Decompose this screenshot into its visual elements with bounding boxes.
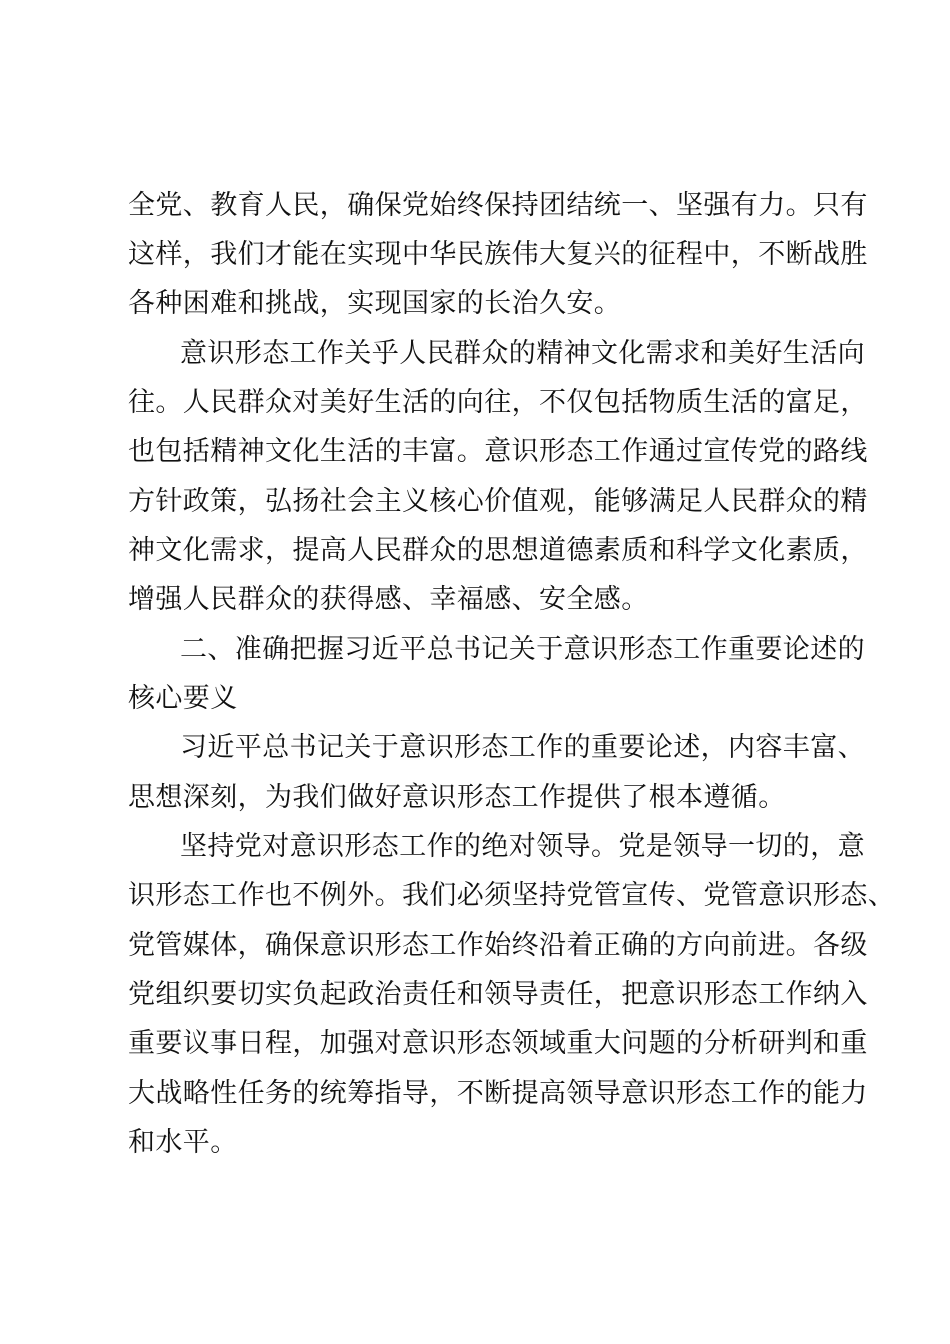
text-line: 党管媒体，确保意识形态工作始终沿着正确的方向前进。各级	[128, 930, 868, 961]
text-line: 这样，我们才能在实现中华民族伟大复兴的征程中，不断战胜	[128, 239, 868, 270]
text-line: 党组织要切实负起政治责任和领导责任，把意识形态工作纳入	[128, 979, 868, 1010]
paragraph-start-line: 意识形态工作关乎人民群众的精神文化需求和美好生活向	[180, 338, 865, 369]
text-line: 各种困难和挑战，实现国家的长治久安。	[128, 288, 622, 319]
text-line: 识形态工作也不例外。我们必须坚持党管宣传、党管意识形态、	[128, 880, 896, 911]
text-line: 神文化需求，提高人民群众的思想道德素质和科学文化素质，	[128, 535, 868, 566]
text-line: 方针政策，弘扬社会主义核心价值观，能够满足人民群众的精	[128, 486, 868, 517]
section-heading-line: 二、准确把握习近平总书记关于意识形态工作重要论述的	[180, 634, 865, 665]
text-line: 思想深刻，为我们做好意识形态工作提供了根本遵循。	[128, 782, 786, 813]
paragraph-start-line: 习近平总书记关于意识形态工作的重要论述，内容丰富、	[180, 732, 865, 763]
section-heading-line: 核心要义	[128, 683, 238, 714]
text-line: 重要议事日程，加强对意识形态领域重大问题的分析研判和重	[128, 1028, 868, 1059]
text-line: 全党、教育人民，确保党始终保持团结统一、坚强有力。只有	[128, 190, 868, 221]
paragraph-start-line: 坚持党对意识形态工作的绝对领导。党是领导一切的，意	[180, 831, 865, 862]
text-line: 和水平。	[128, 1127, 238, 1158]
text-line: 往。人民群众对美好生活的向往，不仅包括物质生活的富足，	[128, 387, 868, 418]
text-line: 增强人民群众的获得感、幸福感、安全感。	[128, 584, 649, 615]
text-line: 也包括精神文化生活的丰富。意识形态工作通过宣传党的路线	[128, 436, 868, 467]
text-line: 大战略性任务的统筹指导，不断提高领导意识形态工作的能力	[128, 1078, 868, 1109]
